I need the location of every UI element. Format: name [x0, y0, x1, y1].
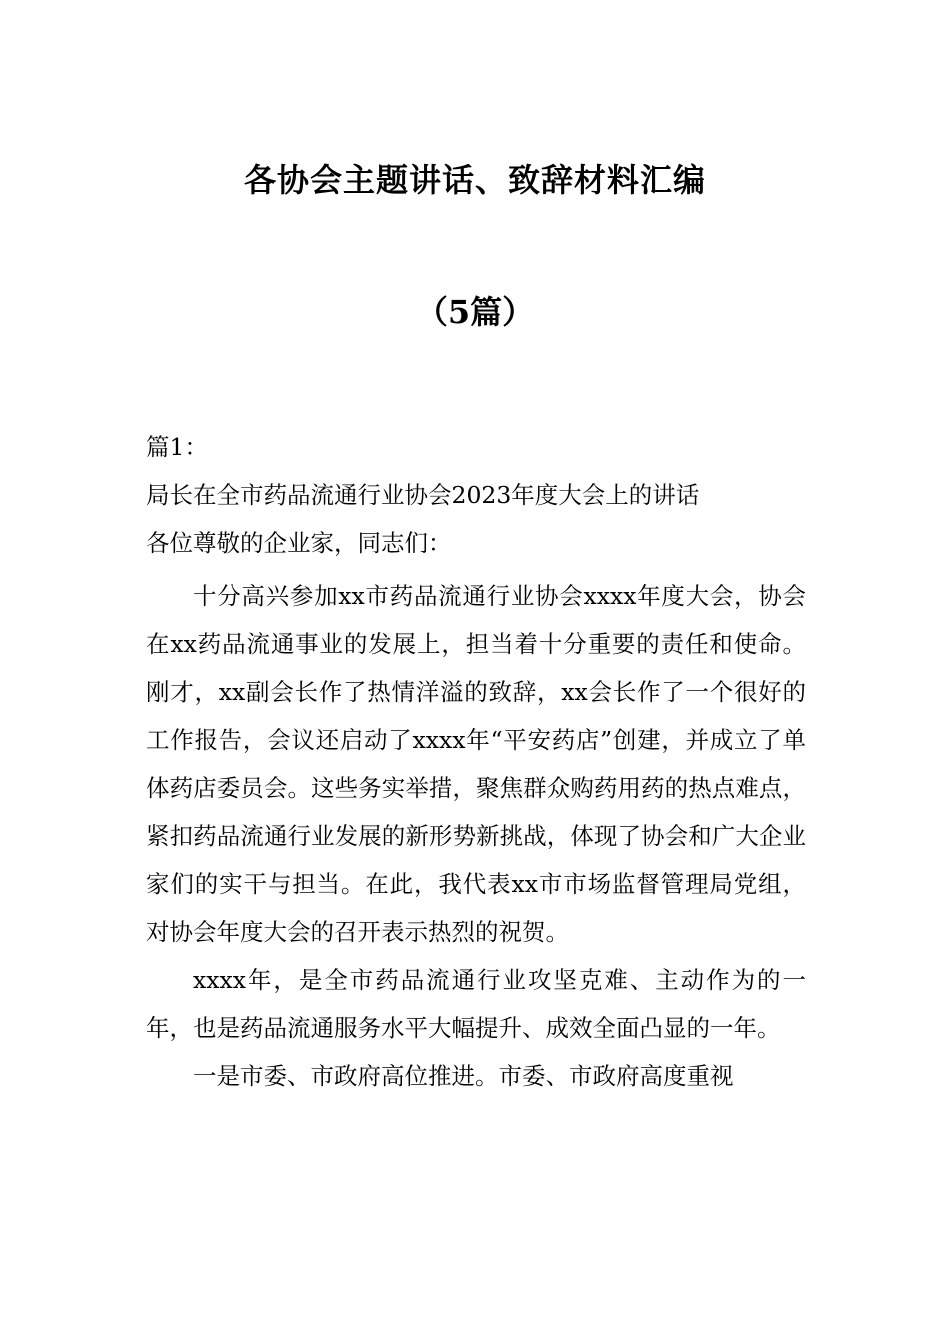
paragraph: 十分高兴参加xx市药品流通行业协会xxxx年度大会，协会在xx药品流通事业的发展上，担当着十分重要的责任和使命。刚才，xx副会长作了热情洋溢的致辞，xx会长作了一个很好的工作报告，会议还启动了xxxx年“平安药店”创建，并成立了单体药店委员会。这些务实举措，聚焦群众购药用药的热点难点，紧扣药品流通行业发展的新形势新挑战，体现了协会和广大企业家们的实干与担当。在此，我代表xx市市场监督管理局党组，对协会年度大会的召开表示热烈的祝贺。 [146, 582, 806, 946]
document-title: 各协会主题讲话、致辞材料汇编 [243, 161, 706, 199]
paragraph: xxxx年，是全市药品流通行业攻坚克难、主动作为的一年，也是药品流通服务水平大幅提升、成效全面凸显的一年。 [146, 966, 806, 1042]
section-label: 篇1： [146, 433, 208, 461]
document-subtitle: （5篇） [415, 293, 535, 331]
document-body [146, 428, 806, 1100]
salutation: 各位尊敬的企业家，同志们： [146, 529, 452, 557]
paragraph: 一是市委、市政府高位推进。市委、市政府高度重视 [193, 1062, 734, 1090]
speech-title: 局长在全市药品流通行业协会2023年度大会上的讲话 [146, 481, 700, 509]
